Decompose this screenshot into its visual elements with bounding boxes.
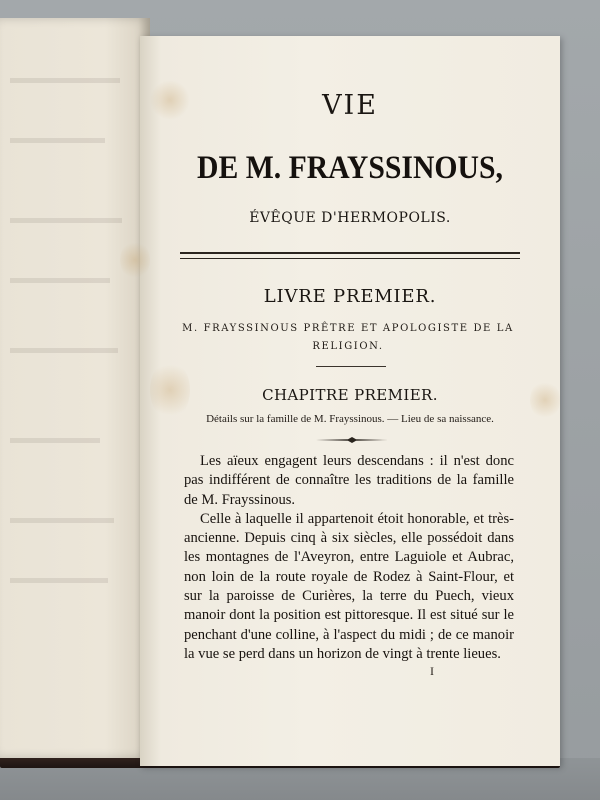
title-line-vie: VIE xyxy=(322,90,378,121)
double-rule-divider xyxy=(180,252,520,259)
chapter-heading: CHAPITRE PREMIER. xyxy=(262,386,438,404)
ornament-divider xyxy=(314,436,390,444)
left-page xyxy=(0,18,150,758)
foxing-stain xyxy=(120,240,150,280)
book-subheading: M. FRAYSSINOUS PRÊTRE ET APOLOGISTE DE LA RELIGION. xyxy=(182,323,514,352)
title-line-name: DE M. FRAYSSINOUS, xyxy=(197,150,503,186)
body-text xyxy=(184,452,514,664)
show-through-line xyxy=(10,218,122,223)
show-through-line xyxy=(10,138,105,143)
title-line-office: ÉVÊQUE D'HERMOPOLIS. xyxy=(249,210,451,226)
show-through-line xyxy=(10,78,120,83)
short-rule-divider xyxy=(316,366,386,367)
show-through-line xyxy=(10,578,108,583)
show-through-line xyxy=(10,518,114,523)
show-through-line xyxy=(10,278,110,283)
show-through-line xyxy=(10,438,100,443)
chapter-summary: Détails sur la famille de M. Frayssinous. — Lieu de sa naissance. xyxy=(206,413,494,425)
paragraph: Celle à laquelle il appartenoit étoit honorable, et très-ancienne. Depuis cinq à six siècles, elle possédoit dans les montagnes de l'Aveyron, entre Laguiole et Aubrac, non loin de la route royale de Rodez à Saint-Flour, et sur la paroisse de Curières, la terre du Puech, vieux manoir dont la position est pittoresque. Il est situé sur le penchant d'une colline, à l'aspect du midi ; de ce manoir la vue se perd dans un horizon de vingt à trente lieues. xyxy=(184,510,514,662)
paragraph: Les aïeux engagent leurs descendans : il n'est donc pas indifférent de connaître les traditions de la famille de M. Frayssinous. xyxy=(184,453,514,508)
signature-mark: I xyxy=(430,664,434,678)
show-through-line xyxy=(10,348,118,353)
book-heading: LIVRE PREMIER. xyxy=(263,286,437,307)
